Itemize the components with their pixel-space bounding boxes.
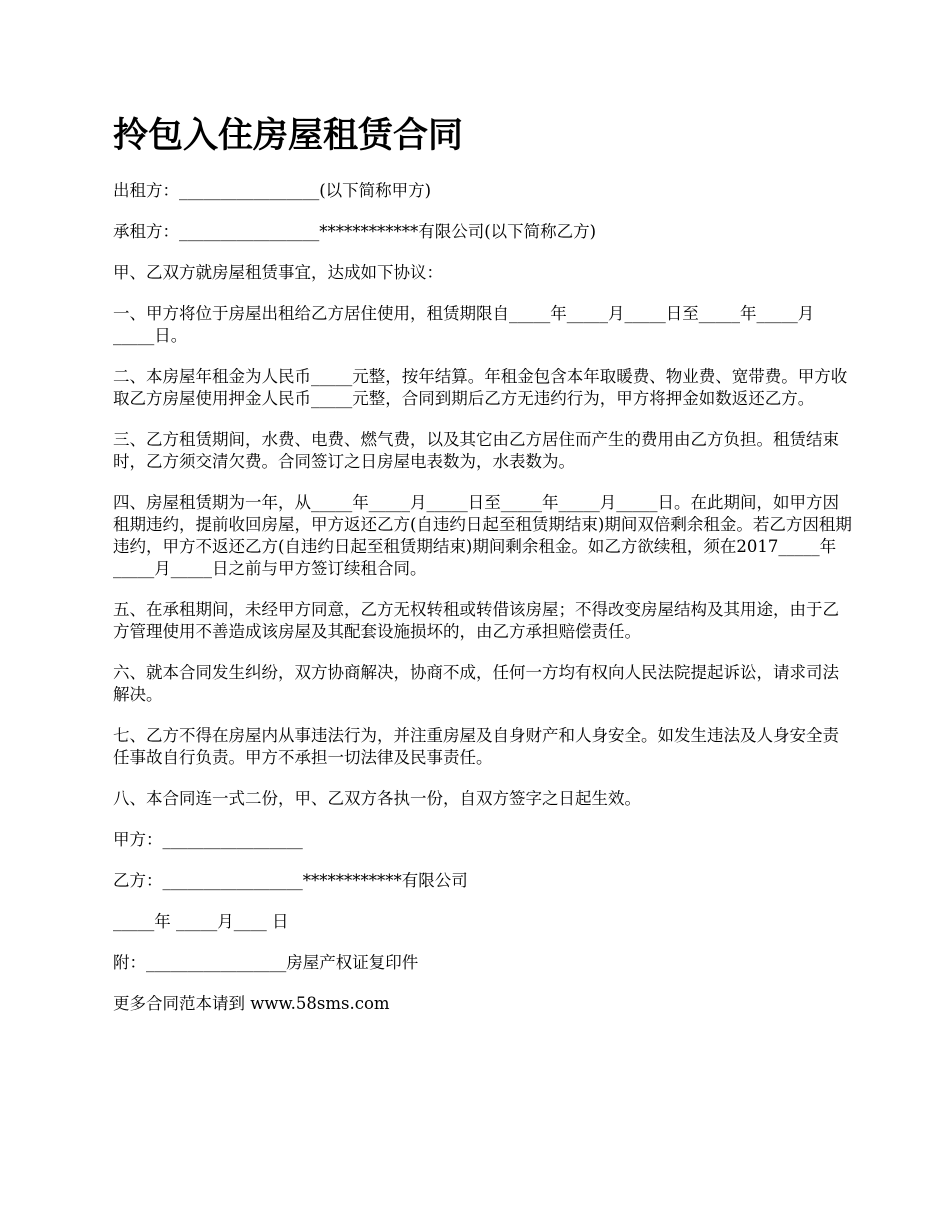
footer-link-text: 更多合同范本请到 www.58sms.com [113,994,390,1013]
party-b-signature: 乙方：_________________************有限公司 [113,871,468,890]
document-title: 拎包入住房屋租赁合同 [113,116,464,156]
clause-6: 六、就本合同发生纠纷，双方协商解决，协商不成，任何一方均有权向人民法院提起诉讼，请求司法解决。 [113,663,839,704]
lessee-line: 承租方：_________________************有限公司(以下简称乙方) [113,222,597,241]
lessor-line: 出租方：_________________(以下简称甲方) [113,181,432,200]
clause-1: 一、甲方将位于房屋出租给乙方居住使用，租赁期限自_____年_____月_____日至_____年_____月_____日。 [113,304,815,345]
clause-4: 四、房屋租赁期为一年，从_____年_____月_____日至_____年_____月_____日。在此期间，如甲方因租期违约，提前收回房屋，甲方返还乙方(自违约日起至租赁期结束)期间双倍剩余租金。若乙方因租期违约，甲方不返还乙方(自违约日起至租赁期结束)期间剩余租金。如乙方欲续租，须在2017_____年_____月_____日之前与甲方签订续租合同。 [113,493,852,578]
agreement-intro: 甲、乙双方就房屋租赁事宜，达成如下协议： [113,263,443,282]
document-page [113,112,853,1034]
attachment-line: 附：_________________房屋产权证复印件 [113,953,419,972]
clause-3: 三、乙方租赁期间，水费、电费、燃气费，以及其它由乙方居住而产生的费用由乙方负担。租赁结束时，乙方须交清欠费。合同签订之日房屋电表数为，水表数为。 [113,430,839,471]
signing-date: _____年 _____月____ 日 [113,912,289,931]
clause-7: 七、乙方不得在房屋内从事违法行为，并注重房屋及自身财产和人身安全。如发生违法及人身安全责任事故自行负责。甲方不承担一切法律及民事责任。 [113,726,839,767]
party-a-signature: 甲方：_________________ [113,830,303,849]
clause-5: 五、在承租期间，未经甲方同意，乙方无权转租或转借该房屋；不得改变房屋结构及其用途，由于乙方管理使用不善造成该房屋及其配套设施损坏的，由乙方承担赔偿责任。 [113,600,839,641]
clause-2: 二、本房屋年租金为人民币_____元整，按年结算。年租金包含本年取暖费、物业费、宽带费。甲方收取乙方房屋使用押金人民币_____元整，合同到期后乙方无违约行为，甲方将押金如数返还乙方。 [113,367,848,408]
clause-8: 八、本合同连一式二份，甲、乙双方各执一份，自双方签字之日起生效。 [113,789,641,808]
